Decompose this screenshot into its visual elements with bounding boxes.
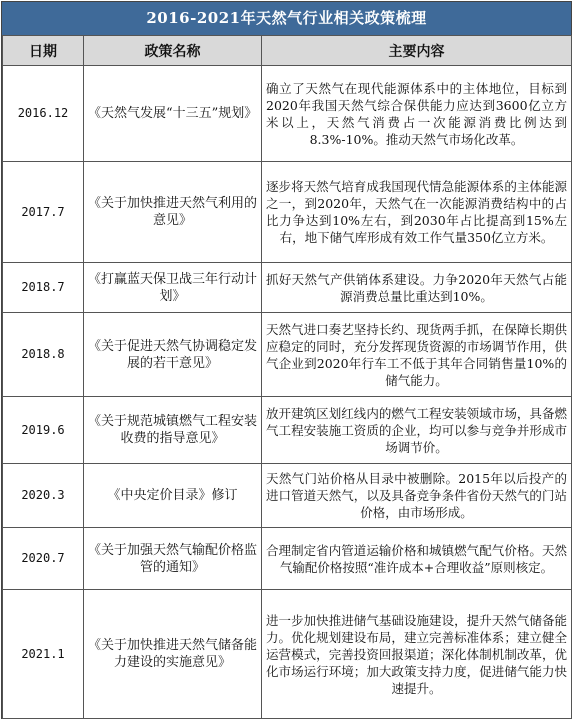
policy-table-sheet [1, 1, 572, 719]
row-date: 2020.3 [3, 464, 84, 528]
row-content: 合理制定省内管道运输价格和城镇燃气配气价格。天然气输配价格按照“准许成本+合理收益”原则核定。 [262, 528, 572, 590]
row-date: 2016.12 [3, 66, 84, 162]
header-row [3, 36, 572, 66]
table-row [3, 590, 572, 719]
row-date: 2021.1 [3, 590, 84, 719]
row-policy-name: 《中央定价目录》修订 [84, 464, 262, 528]
row-date: 2018.8 [3, 313, 84, 397]
table-row [3, 162, 572, 263]
row-policy-name: 《关于加强天然气输配价格监管的通知》 [84, 528, 262, 590]
row-policy-name: 《打赢蓝天保卫战三年行动计划》 [84, 263, 262, 313]
row-date: 2019.6 [3, 397, 84, 464]
row-policy-name: 《关于促进天然气协调稳定发展的若干意见》 [84, 313, 262, 397]
row-policy-name: 《关于规范城镇燃气工程安装收费的指导意见》 [84, 397, 262, 464]
table-row [3, 528, 572, 590]
row-content: 天然气门站价格从目录中被删除。2015年以后投产的进口管道天然气，以及具备竞争条件省份天然气的门站价格，由市场形成。 [262, 464, 572, 528]
row-date: 2018.7 [3, 263, 84, 313]
table-row [3, 66, 572, 162]
row-policy-name: 《关于加快推进天然气储备能力建设的实施意见》 [84, 590, 262, 719]
table-row [3, 313, 572, 397]
table-row [3, 263, 572, 313]
row-content: 天然气进口奏艺坚持长约、现货两手抓，在保障长期供应稳定的同时，充分发挥现货资源的市场调节作用，供气企业到2020年行车工不低于其年合同销售量10%的储气能力。 [262, 313, 572, 397]
row-content: 抓好天然气产供销体系建设。力争2020年天然气占能源消费总量比重达到10%。 [262, 263, 572, 313]
table-title: 2016-2021年天然气行业相关政策梳理 [2, 2, 571, 35]
policy-table [2, 35, 572, 719]
table-row [3, 464, 572, 528]
row-content: 确立了天然气在现代能源体系中的主体地位，目标到2020年我国天然气综合保供能力应达到3600亿立方米以上，天然气消费占一次能源消费比例达到8.3%-10%。推动天然气市场化改革。 [262, 66, 572, 162]
header-date: 日期 [3, 36, 84, 66]
row-date: 2020.7 [3, 528, 84, 590]
header-main-content: 主要内容 [262, 36, 572, 66]
row-content: 放开建筑区划红线内的燃气工程安装领域市场，具备燃气工程安装施工资质的企业，均可以参与竞争并形成市场调节价。 [262, 397, 572, 464]
table-row [3, 397, 572, 464]
row-policy-name: 《关于加快推进天然气利用的意见》 [84, 162, 262, 263]
row-date: 2017.7 [3, 162, 84, 263]
row-content: 进一步加快推进储气基础设施建设，提升天然气储备能力。优化规划建设布局，建立完善标准体系；建立健全运营模式，完善投资回报渠道；深化体制机制改革，优化市场运行环境；加大政策支持力度，促进储气能力快速提升。 [262, 590, 572, 719]
row-policy-name: 《天然气发展“十三五”规划》 [84, 66, 262, 162]
row-content: 逐步将天然气培育成我国现代情急能源体系的主体能源之一，到2020年，天然气在一次能源消费结构中的占比力争达到10%左右，到2030年占比提高到15%左右，地下储气库形成有效工作气量350亿立方米。 [262, 162, 572, 263]
header-policy-name: 政策名称 [84, 36, 262, 66]
